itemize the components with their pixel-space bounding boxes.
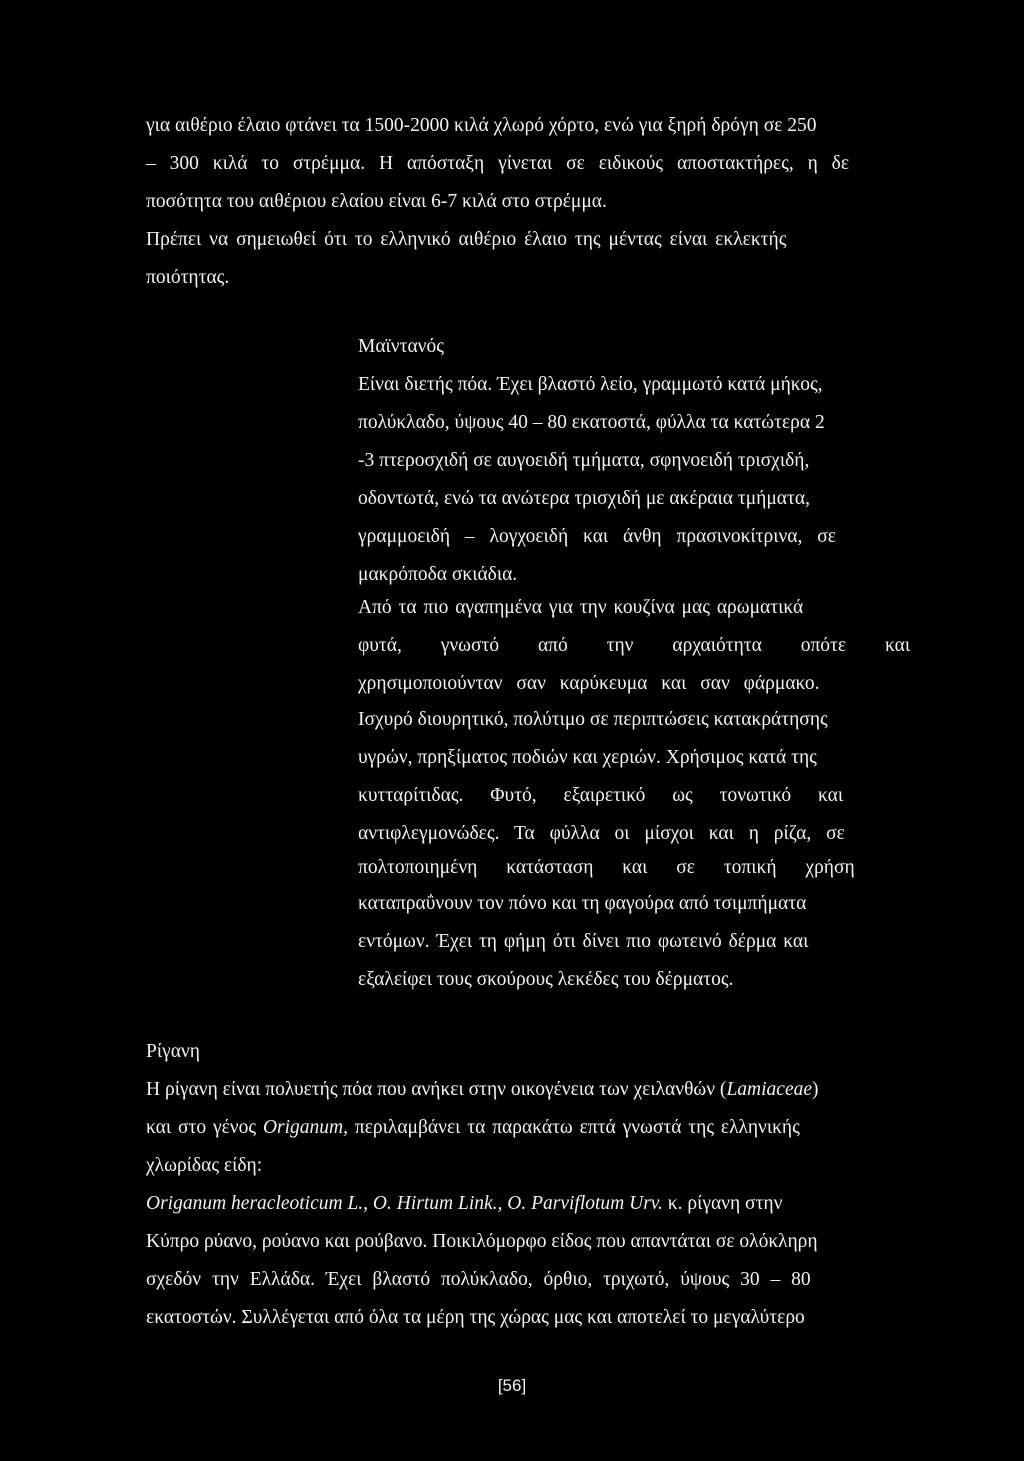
maintanos-line-6: μακρόποδα σκιάδια. [358, 564, 518, 585]
maintanos-line-15: καταπραΰνουν τον πόνο και τη φαγούρα από τσιμπήματα [358, 893, 807, 914]
maintanos-line-10: Ισχυρό διουρητικό, πολύτιμο σε περιπτώσεις κατακράτησης [358, 709, 828, 730]
intro-line-5: ποιότητας. [146, 267, 230, 288]
maintanos-line-4: οδοντωτά, ενώ τα ανώτερα τρισχιδή με ακέραια τμήματα, [358, 488, 810, 509]
rigani-line-3: χλωρίδας είδη: [146, 1155, 263, 1176]
rigani-family-name: Lamiaceae [726, 1079, 812, 1100]
maintanos-line-17: εξαλείφει τους σκούρους λεκέδες του δέρματος. [358, 969, 734, 990]
intro-line-3: ποσότητα του αιθέριου ελαίου είναι 6-7 κιλά στο στρέμμα. [146, 191, 607, 212]
maintanos-line-12: κυτταρίτιδας. Φυτό, εξαιρετικό ως τονωτικό και [358, 785, 844, 806]
rigani-species-names: Origanum heracleoticum L., O. Hirtum Link., O. Parviflotum Urv. [146, 1193, 663, 1214]
rigani-line-1-text: Η ρίγανη είναι πολυετής πόα που ανήκει στην οικογένεια των χειλανθών ( [146, 1079, 727, 1100]
maintanos-line-1: Είναι διετής πόα. Έχει βλαστό λείο, γραμμωτό κατά μήκος, [358, 374, 823, 395]
maintanos-line-2: πολύκλαδο, ύψους 40 – 80 εκατοστά, φύλλα τα κατώτερα 2 [358, 412, 825, 433]
rigani-genus-name: Origanum, [262, 1117, 348, 1138]
section-heading-maintanos: Μαϊντανός [358, 336, 444, 357]
rigani-line-4-post: κ. ρίγανη στην [667, 1193, 783, 1214]
intro-line-2: – 300 κιλά το στρέμμα. Η απόσταξη γίνεται σε ειδικούς αποστακτήρες, η δε [146, 153, 850, 174]
rigani-line-1 [146, 1078, 895, 1102]
maintanos-line-9: χρησιμοποιούνταν σαν καρύκευμα και σαν φάρμακο. [358, 673, 820, 694]
maintanos-line-7: Από τα πιο αγαπημένα για την κουζίνα μας αρωματικά [358, 597, 804, 618]
rigani-line-1-close: ) [812, 1079, 819, 1100]
maintanos-line-8: φυτά, γνωστό από την αρχαιότητα οπότε και [358, 635, 911, 656]
intro-line-4: Πρέπει να σημειωθεί ότι το ελληνικό αιθέριο έλαιο της μέντας είναι εκλεκτής [146, 229, 787, 250]
rigani-line-6: σχεδόν την Ελλάδα. Έχει βλαστό πολύκλαδο, όρθιο, τριχωτό, ύψους 30 – 80 [146, 1269, 811, 1290]
rigani-line-5: Κύπρο ρύανο, ρούανο και ρούβανο. Ποικιλόμορφο είδος που απαντάται σε ολόκληρη [146, 1231, 818, 1252]
rigani-line-4 [146, 1192, 895, 1216]
maintanos-line-11: υγρών, πρηξίματος ποδιών και χεριών. Χρήσιμος κατά της [358, 747, 817, 768]
rigani-line-2 [146, 1116, 895, 1140]
maintanos-line-5: γραμμοειδή – λογχοειδή και άνθη πρασινοκίτρινα, σε [358, 526, 836, 547]
maintanos-line-3: -3 πτεροσχιδή σε αυγοειδή τμήματα, σφηνοειδή τρισχιδή, [358, 450, 810, 471]
maintanos-line-14: πολτοποιημένη κατάσταση και σε τοπική χρήση [358, 857, 855, 878]
rigani-line-2-pre: και στο γένος [146, 1117, 257, 1138]
rigani-line-2-post: περιλαμβάνει τα παρακάτω επτά γνωστά της ελληνικής [354, 1117, 800, 1138]
maintanos-line-13: αντιφλεγμονώδες. Τα φύλλα οι μίσχοι και η ρίζα, σε [358, 823, 845, 844]
rigani-line-7: εκατοστών. Συλλέγεται από όλα τα μέρη της χώρας μας και αποτελεί το μεγαλύτερο [146, 1307, 805, 1328]
intro-line-1: για αιθέριο έλαιο φτάνει τα 1500-2000 κιλά χλωρό χόρτο, ενώ για ξηρή δρόγη σε 250 [146, 115, 817, 136]
maintanos-line-16: εντόμων. Έχει τη φήμη ότι δίνει πιο φωτεινό δέρμα και [358, 931, 809, 952]
section-heading-rigani: Ρίγανη [146, 1041, 200, 1062]
page-number: [56] [497, 1376, 527, 1395]
